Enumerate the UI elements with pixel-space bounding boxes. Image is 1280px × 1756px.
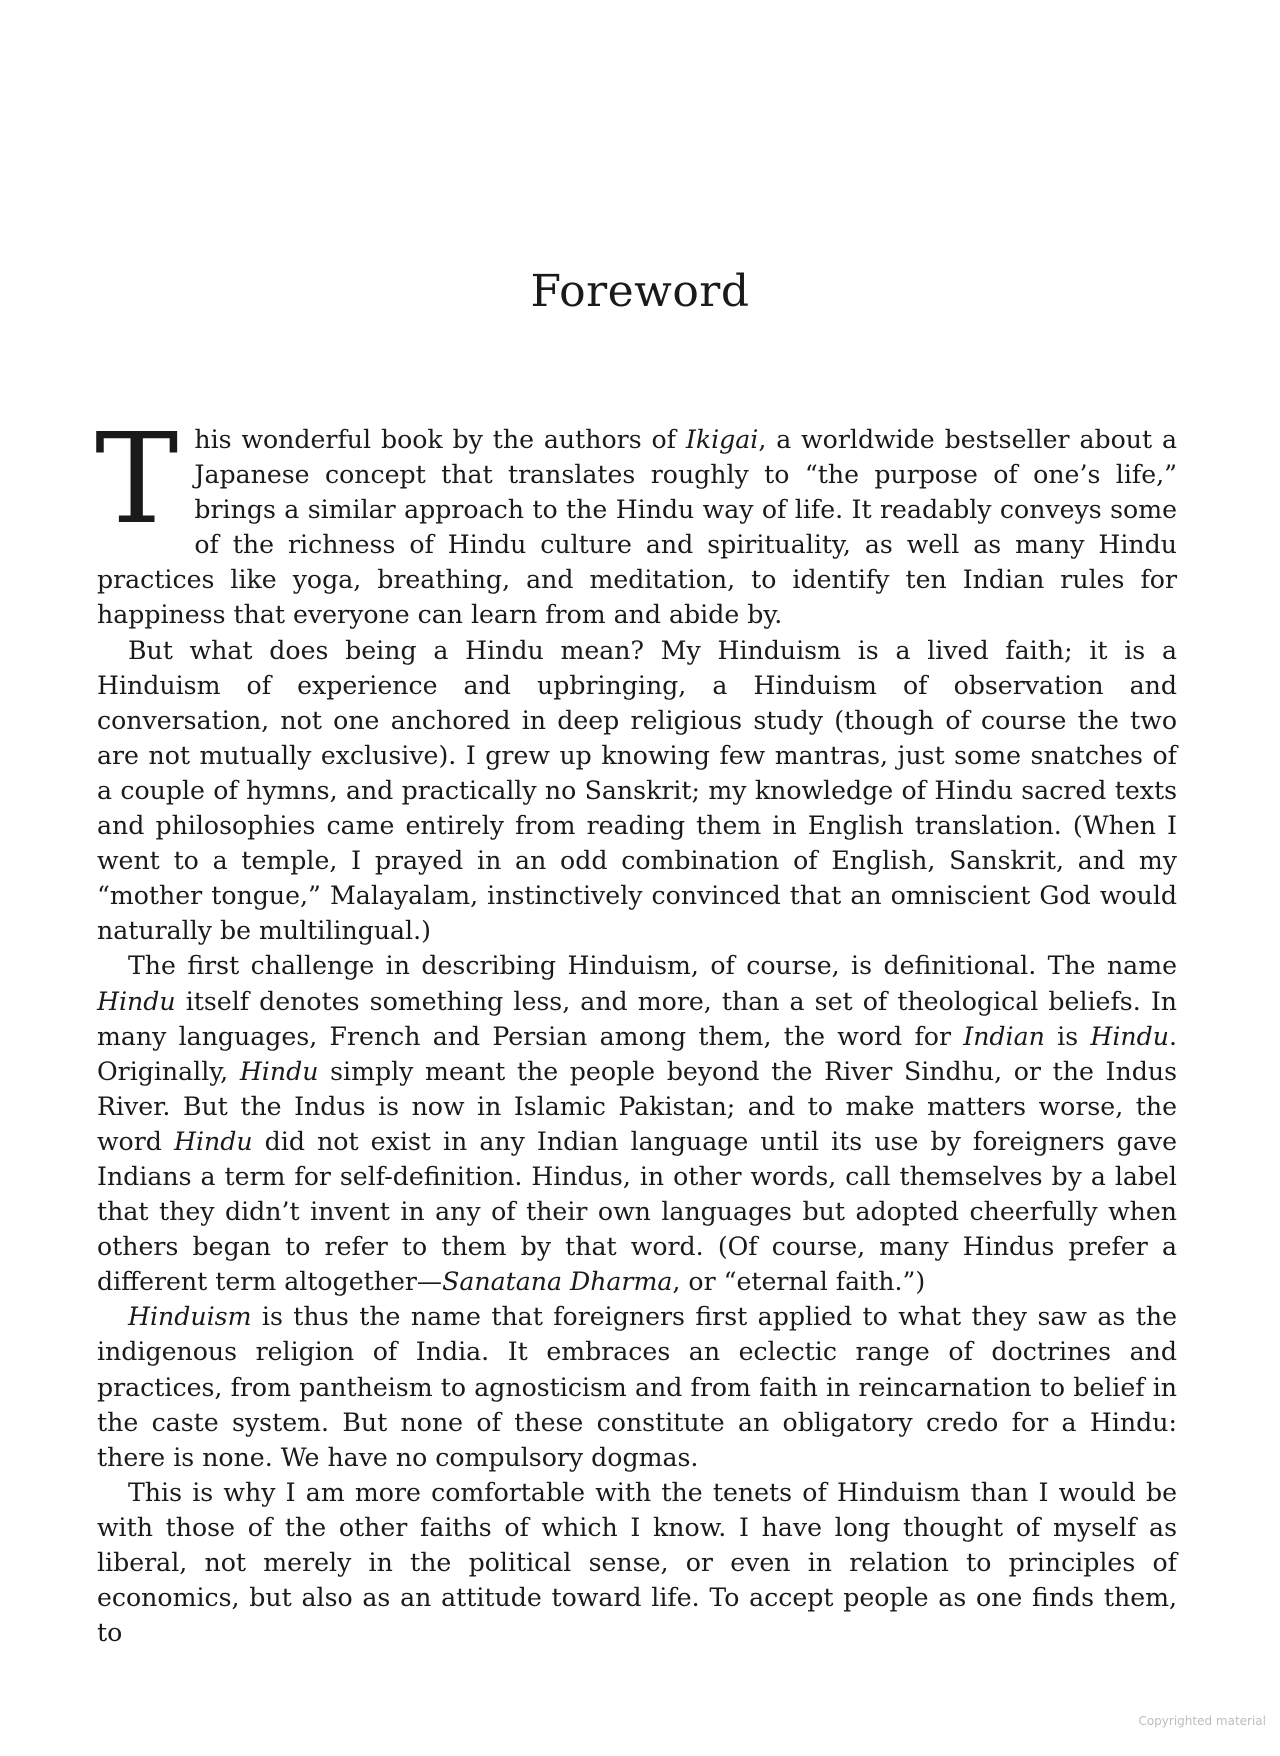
paragraph-4: Hinduism is thus the name that foreigners first applied to what they saw as the indigenous religion of India. It embraces an eclectic range of doctrines and practices, from pantheism to agnosticism and from faith in reincarnation to belief in the caste system. But none of these constitute an obligatory credo for a Hindu: there is none. We have no compulsory dogmas.: [97, 1302, 1177, 1472]
foreword-body: [95, 407, 1178, 1650]
paragraph-2: But what does being a Hindu mean? My Hinduism is a lived faith; it is a Hinduism of experience and upbringing, a Hinduism of observation and conversation, not one anchored in deep religious study (though of course the two are not mutually exclusive). I grew up knowing few mantras, just some snatches of a couple of hymns, and practically no Sanskrit; my knowledge of Hindu sacred texts and philosophies came entirely from reading them in English translation. (When I went to a temple, I prayed in an odd combination of English, Sanskrit, and my “mother tongue,” Malayalam, instinctively convinced that an omniscient God would naturally be multilingual.): [97, 635, 1177, 946]
paragraph-5: This is why I am more comfortable with the tenets of Hinduism than I would be with those of the other faiths of which I know. I have long thought of myself as liberal, not merely in the political sense, or even in relation to principles of economics, but also as an attitude toward life. To accept people as one finds them, to: [97, 1477, 1177, 1648]
paragraph-1: [95, 407, 1177, 633]
page-title: Foreword: [530, 266, 750, 317]
drop-cap: T: [95, 407, 179, 552]
paragraph-3: The first challenge in describing Hinduism, of course, is definitional. The name Hindu itself denotes something less, and more, than a set of theological beliefs. In many languages, French and Persian among them, the word for Indian is Hindu. Originally, Hindu simply meant the people beyond the River Sindhu, or the Indus River. But the Indus is now in Islamic Pakistan; and to make matters worse, the word Hindu did not exist in any Indian language until its use by foreigners gave Indians a term for self-definition. Hindus, in other words, call themselves by a label that they didn’t invent in any of their own languages but adopted cheerfully when others began to refer to them by that word. (Of course, many Hindus prefer a different term altogether—Sanatana Dharma, or “eternal faith.”): [97, 951, 1178, 1297]
paragraph-text: his wonderful book by the authors of Ikigai, a worldwide bestseller about a Japanese concept that translates roughly to “the purpose of one’s life,” brings a similar approach to the Hindu way of life. It readably conveys some of the richness of Hindu culture and spirituality, as well as many Hindu practices like yoga, breathing, and meditation, to identify ten Indian rules for happiness that everyone can learn from and abide by.: [97, 425, 1177, 630]
copyright-notice: Copyrighted material: [1138, 1714, 1266, 1728]
